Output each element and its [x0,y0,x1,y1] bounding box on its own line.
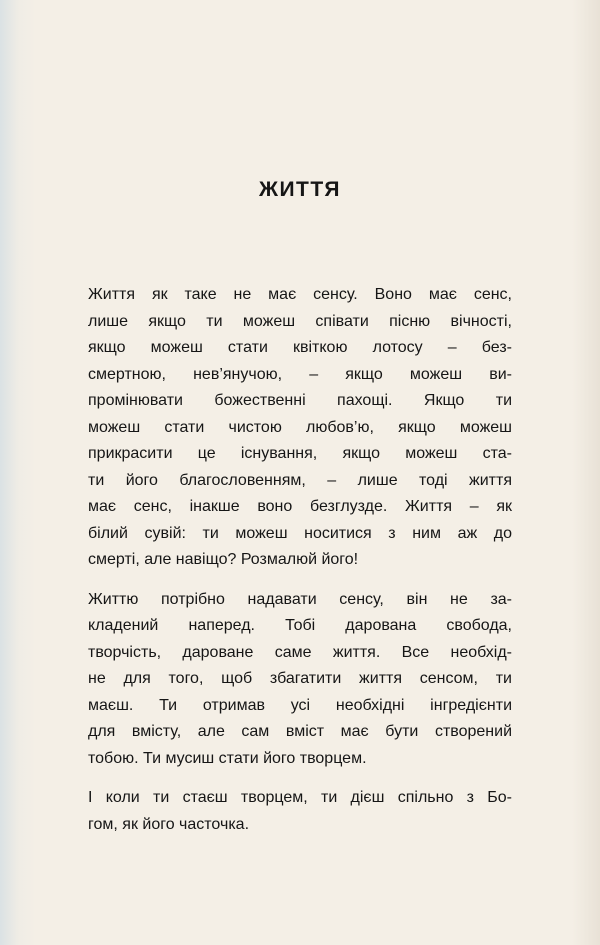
text-line: не для того, щоб збагатити життя сенсом, ти [88,670,512,687]
text-line: прикрасити це існування, якщо можеш ста- [88,445,512,462]
text-line: творчість, дароване саме життя. Все необхід- [88,643,512,661]
text-line: смертною, нев’янучою, – якщо можеш ви- [88,365,512,383]
text-line: можеш стати чистою любов’ю, якщо можеш [88,418,512,436]
paragraph-3 [88,785,512,838]
text-line: Життя як таке не має сенсу. Воно має сенс, [88,286,512,303]
paragraph-2 [88,587,512,773]
text-line: ти його благословенням, – лише тоді життя [88,471,512,489]
body-text [88,282,512,851]
text-line: тобою. Ти мусиш стати його творцем. [88,749,367,767]
text-line: промінювати божественні пахощі. Якщо ти [88,392,512,409]
text-line: має сенс, інакше воно безглузде. Життя – як [88,498,512,515]
text-line: смерті, але навіщо? Розмалюй його! [88,551,359,568]
text-line: гом, як його часточка. [88,815,250,833]
chapter-title: ЖИТТЯ [258,178,342,201]
text-line: лише якщо ти можеш співати пісню вічності, [88,312,512,330]
text-line: кладений наперед. Тобі дарована свобода, [88,617,512,634]
text-line: І коли ти стаєш творцем, ти дієш спільно з Бо- [88,789,512,806]
text-line: якщо можеш стати квіткою лотосу – без- [88,339,512,356]
text-line: для вмісту, але сам вміст має бути створений [88,723,512,740]
text-line: білий сувій: ти можеш носитися з ним аж до [88,524,512,542]
text-line: Життю потрібно надавати сенсу, він не за- [88,590,512,608]
paragraph-1 [88,282,512,574]
text-line: маєш. Ти отримав усі необхідні інгредієнти [88,696,512,714]
